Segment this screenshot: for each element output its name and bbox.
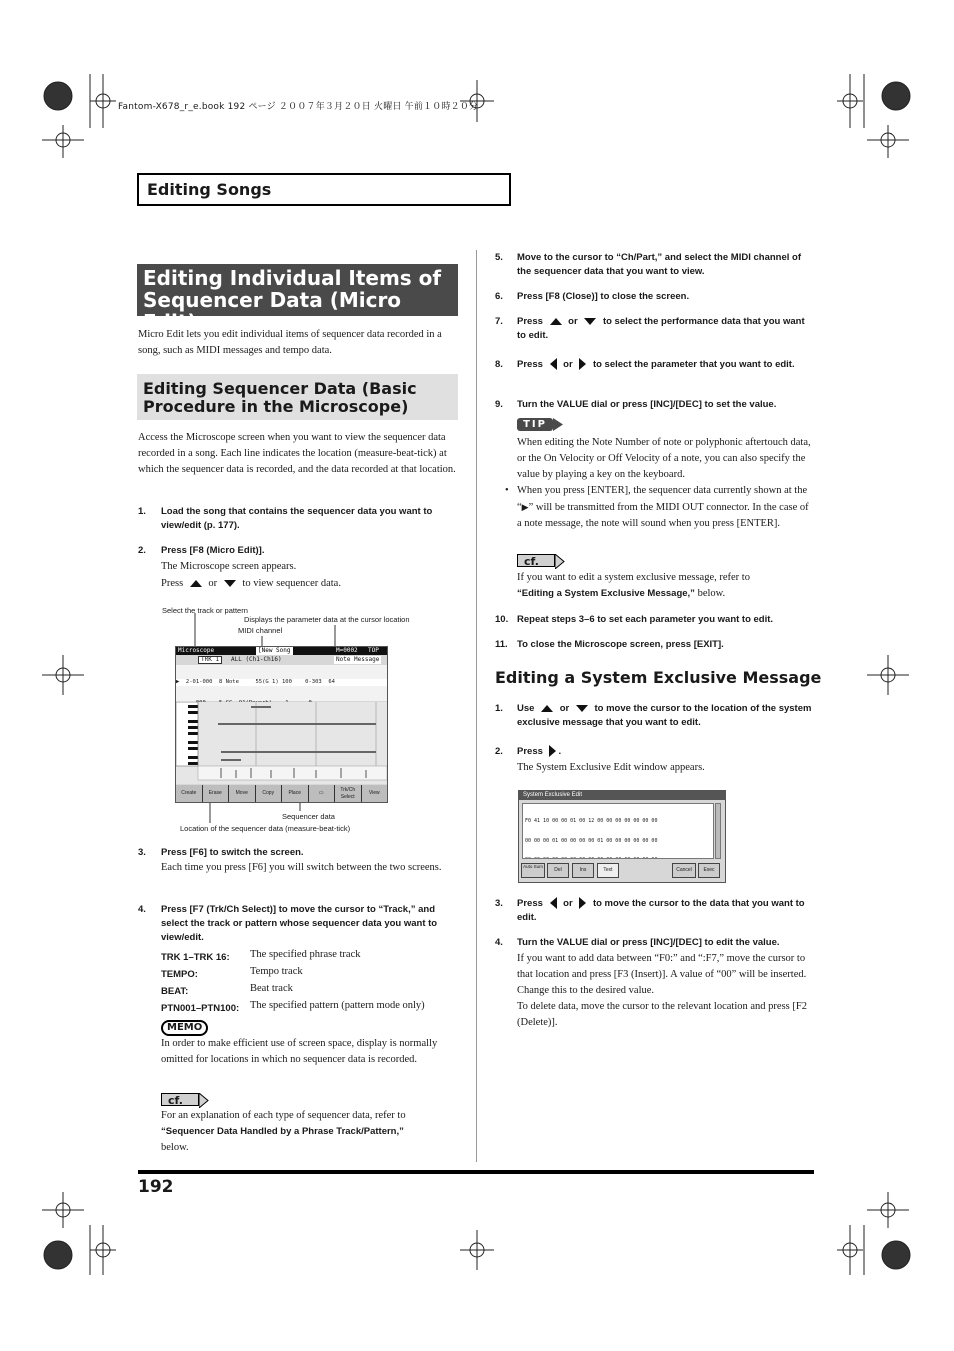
- callout-midi-channel: MIDI channel: [238, 626, 283, 635]
- param-display: Note Message: [336, 656, 380, 663]
- microscope-measure: M=0002: [336, 647, 358, 654]
- column-divider: [476, 250, 477, 1162]
- definition-desc: Beat track: [250, 983, 293, 994]
- definition-row: [161, 981, 461, 998]
- create-button[interactable]: Create: [176, 785, 202, 802]
- step-text-part: Press: [517, 359, 543, 370]
- step-text-part: or: [563, 898, 573, 909]
- cf-reference: [517, 570, 813, 602]
- step-text: Press [F8 (Micro Edit)].: [161, 545, 265, 556]
- definition-term: PTN001–PTN100:: [161, 1003, 240, 1014]
- step-number: 8.: [495, 359, 503, 370]
- up-arrow-icon: [550, 318, 562, 325]
- step-text-part: Press: [517, 316, 543, 327]
- page-title-line1: Editing Individual Items of: [143, 266, 442, 290]
- step-text: Repeat steps 3–6 to set each parameter you want to edit.: [517, 614, 774, 625]
- right-arrow-icon: [579, 358, 586, 370]
- definition-row: [161, 947, 461, 964]
- microscope-song: [New Song: [258, 647, 291, 654]
- sysex-data-grid[interactable]: [522, 803, 714, 859]
- footer-rule: [138, 1170, 814, 1174]
- step-text: Move to the cursor to “Ch/Part,” and select the MIDI channel of the sequencer data that you want to view.: [517, 252, 801, 277]
- text-button[interactable]: Text: [597, 863, 619, 878]
- step-text: Load the song that contains the sequencer data you want to view/edit (p. 177).: [161, 506, 433, 531]
- step-text-part: or: [559, 703, 570, 714]
- trk-ch-select-button[interactable]: Trk/Ch Select: [335, 785, 361, 802]
- step-number: 3.: [138, 847, 146, 858]
- subsection-title: [137, 374, 458, 420]
- step-text: Press [F7 (Trk/Ch Select)] to move the cursor to “Track,” and select the track or pattern whose sequencer data you want to view/edit.: [161, 904, 438, 943]
- step-number: 4.: [138, 904, 146, 915]
- tip-bullet-part: ” will be transmitted from the MIDI OUT connector. In the case of a note message, the note will sound when you press [ENTER].: [517, 502, 809, 529]
- step-text-part: or: [568, 316, 578, 327]
- microscope-event-list: [176, 665, 387, 701]
- tip-text: When editing the Note Number of note or polyphonic aftertouch data, or the On Velocity or Off Velocity of a note, you can also specify the value by playing a key on the keyboard.: [517, 437, 811, 480]
- switch-screen-button[interactable]: [309, 785, 335, 802]
- section-heading: Editing a System Exclusive Message: [495, 668, 822, 687]
- cf-text: below.: [697, 588, 726, 599]
- cf-link[interactable]: “Editing a System Exclusive Message,”: [517, 588, 695, 599]
- erase-button[interactable]: Erase: [203, 785, 229, 802]
- step-text-part: to select the performance data that you want to edit.: [517, 316, 805, 341]
- sysex-row[interactable]: F0 41 10 00 00 01 00 12 00 00 00 00 00 00 00: [525, 818, 658, 824]
- step-number: 4.: [495, 937, 503, 948]
- down-arrow-icon: [224, 580, 236, 587]
- step-number: 11.: [495, 639, 508, 650]
- step-number: 2.: [138, 545, 146, 556]
- step-text: [517, 745, 561, 759]
- view-button[interactable]: View: [362, 785, 388, 802]
- access-paragraph: Access the Microscope screen when you want to view the sequencer data recorded in a song. Each line indicates the location (measure-beat-tick) at which the sequencer data is recorded, and the data recorded at that location.: [138, 432, 456, 475]
- screen-switch-icon: ▭: [318, 790, 324, 796]
- step-text: [517, 702, 813, 730]
- callout-select-track: Select the track or pattern: [162, 606, 248, 615]
- step-detail: Each time you press [F6] you will switch between the two screens.: [161, 862, 442, 873]
- page-number: 192: [138, 1177, 174, 1197]
- definition-term: TRK 1–TRK 16:: [161, 952, 230, 963]
- memo-text: In order to make efficient use of screen space, display is normally omitted for locations in which no sequencer data is recorded.: [161, 1038, 438, 1065]
- step-detail: To delete data, move the cursor to the relevant location and press [F2 (Delete)].: [517, 1001, 807, 1028]
- page-title-line2: Sequencer Data (Micro Edit): [143, 288, 402, 334]
- step-number: 9.: [495, 399, 503, 410]
- step-number: 5.: [495, 252, 503, 263]
- callout-displays-param: Displays the parameter data at the cursor location: [244, 615, 410, 624]
- left-arrow-icon: [550, 897, 557, 909]
- step-number: 7.: [495, 316, 503, 327]
- cf-text: below.: [161, 1142, 189, 1153]
- move-button[interactable]: Move: [229, 785, 255, 802]
- step-detail-text: to view sequencer data.: [242, 578, 341, 589]
- delete-button[interactable]: Del: [547, 863, 569, 878]
- step-text-part: Use: [517, 703, 535, 714]
- step-text: [517, 897, 813, 925]
- microscope-function-bar: [176, 785, 387, 802]
- step-text: [517, 358, 813, 372]
- section-title: Editing Songs: [147, 180, 272, 199]
- definition-row: [161, 964, 461, 981]
- up-arrow-icon: [541, 705, 553, 712]
- step-text-part: Press: [517, 746, 543, 757]
- intro-paragraph: Micro Edit lets you edit individual items of sequencer data recorded in a song, such as MIDI messages and tempo data.: [138, 329, 442, 356]
- place-button[interactable]: Place: [282, 785, 308, 802]
- step-number: 10.: [495, 614, 509, 625]
- step-text: Press [F8 (Close)] to close the screen.: [517, 291, 690, 302]
- cancel-button[interactable]: Cancel: [672, 863, 696, 878]
- cf-arrow-icon: [199, 1093, 209, 1108]
- step-number: 2.: [495, 746, 503, 757]
- step-detail: [161, 576, 341, 592]
- definition-list: [161, 947, 461, 1015]
- step-number: 3.: [495, 898, 503, 909]
- page-title: [137, 264, 458, 334]
- step-detail-text: Press: [161, 578, 184, 589]
- sysex-titlebar: System Exclusive Edit: [519, 791, 725, 800]
- auto-sum-button[interactable]: Auto Sum: [521, 863, 545, 878]
- definition-row: [161, 998, 461, 1015]
- tip-bullet-part: When you press [ENTER], the sequencer data currently shown at the “: [517, 485, 808, 513]
- step-text-part: to select the parameter that you want to edit.: [592, 359, 795, 370]
- step-text-part: to move the cursor to the location of the system exclusive message that you want to edit.: [517, 703, 812, 728]
- subsection-title-line1: Editing Sequencer Data (Basic: [143, 379, 417, 398]
- sysex-scrollbar[interactable]: [715, 803, 721, 859]
- definition-desc: The specified phrase track: [250, 949, 361, 960]
- cf-text: If you want to edit a system exclusive message, refer to: [517, 572, 750, 583]
- callout-sequencer-data: Sequencer data: [282, 812, 335, 821]
- cf-reference: [161, 1108, 461, 1156]
- file-header: Fantom-X678_r_e.book 192 ページ ２００７年３月２０日 火曜日 午前１０時２０分: [118, 102, 479, 112]
- microscope-screen: [175, 646, 388, 803]
- microscope-trackbar: [176, 656, 387, 664]
- step-detail: If you want to add data between “F0:” and “:F7,” move the cursor to that location and press [F3 (Insert)]. A value of “00” will be inserted. Change this to the desired value.: [517, 953, 807, 996]
- cf-arrow-icon: [555, 554, 565, 569]
- right-arrow-icon: [579, 897, 586, 909]
- step-detail: The Microscope screen appears.: [161, 561, 297, 572]
- cursor-marker-icon: ▶: [521, 502, 529, 512]
- step-text: [517, 315, 813, 343]
- step-text: To close the Microscope screen, press [EXIT].: [517, 639, 724, 650]
- down-arrow-icon: [584, 318, 596, 325]
- step-number: 1.: [495, 703, 503, 714]
- step-detail-text: or: [208, 578, 218, 589]
- microscope-top: TOP: [368, 647, 379, 654]
- section-box: [137, 173, 511, 206]
- left-arrow-icon: [550, 358, 557, 370]
- tip-badge: TIP: [517, 418, 553, 431]
- callout-location: Location of the sequencer data (measure-beat-tick): [180, 824, 351, 833]
- up-arrow-icon: [190, 580, 202, 587]
- subsection-title-line2: Procedure in the Microscope): [143, 397, 409, 416]
- tip-bullet-text: [517, 483, 813, 532]
- definition-desc: The specified pattern (pattern mode only): [250, 1000, 425, 1011]
- step-text-part: or: [563, 359, 573, 370]
- event-row[interactable]: ▶ 2-01-000 8 Note 55(G 1) 100 0-303 64: [176, 679, 387, 686]
- cf-badge: cf.: [517, 554, 555, 567]
- microscope-title: Microscope: [178, 647, 215, 654]
- step-text-part: to move the cursor to the data that you want to edit.: [517, 898, 805, 923]
- step-text: Press [F6] to switch the screen.: [161, 847, 304, 858]
- tip-arrow-icon: [553, 418, 564, 431]
- copy-button[interactable]: Copy: [256, 785, 282, 802]
- exec-button[interactable]: Exec: [698, 863, 720, 878]
- step-number: 1.: [138, 506, 146, 517]
- channel-select[interactable]: ALL (Ch1-Ch16): [231, 656, 282, 663]
- definition-term: BEAT:: [161, 986, 189, 997]
- track-select[interactable]: TRK 1: [198, 656, 222, 664]
- definition-desc: Tempo track: [250, 966, 303, 977]
- microscope-titlebar: [176, 647, 387, 655]
- step-text-part: Press: [517, 898, 543, 909]
- step-text: Turn the VALUE dial or press [INC]/[DEC] to set the value.: [517, 399, 777, 410]
- memo-badge: MEMO: [161, 1020, 208, 1036]
- cf-badge: cf.: [161, 1093, 199, 1106]
- cf-link[interactable]: “Sequencer Data Handled by a Phrase Track/Pattern,”: [161, 1126, 404, 1137]
- bullet: •: [505, 485, 509, 496]
- definition-term: TEMPO:: [161, 969, 198, 980]
- step-text: Turn the VALUE dial or press [INC]/[DEC] to edit the value.: [517, 937, 780, 948]
- step-detail: The System Exclusive Edit window appears.: [517, 762, 705, 773]
- cf-text: For an explanation of each type of sequencer data, refer to: [161, 1110, 406, 1121]
- sysex-row[interactable]: 00 00 00 01 00 00 00 00 01 00 00 00 00 00 00: [525, 837, 658, 844]
- insert-button[interactable]: Ins: [572, 863, 594, 878]
- sysex-row[interactable]: [525, 857, 711, 859]
- piano-roll: [176, 702, 387, 784]
- right-arrow-icon: [549, 745, 556, 757]
- sysex-screen: [518, 790, 726, 883]
- down-arrow-icon: [576, 705, 588, 712]
- step-text-part: .: [558, 746, 562, 757]
- step-number: 6.: [495, 291, 503, 302]
